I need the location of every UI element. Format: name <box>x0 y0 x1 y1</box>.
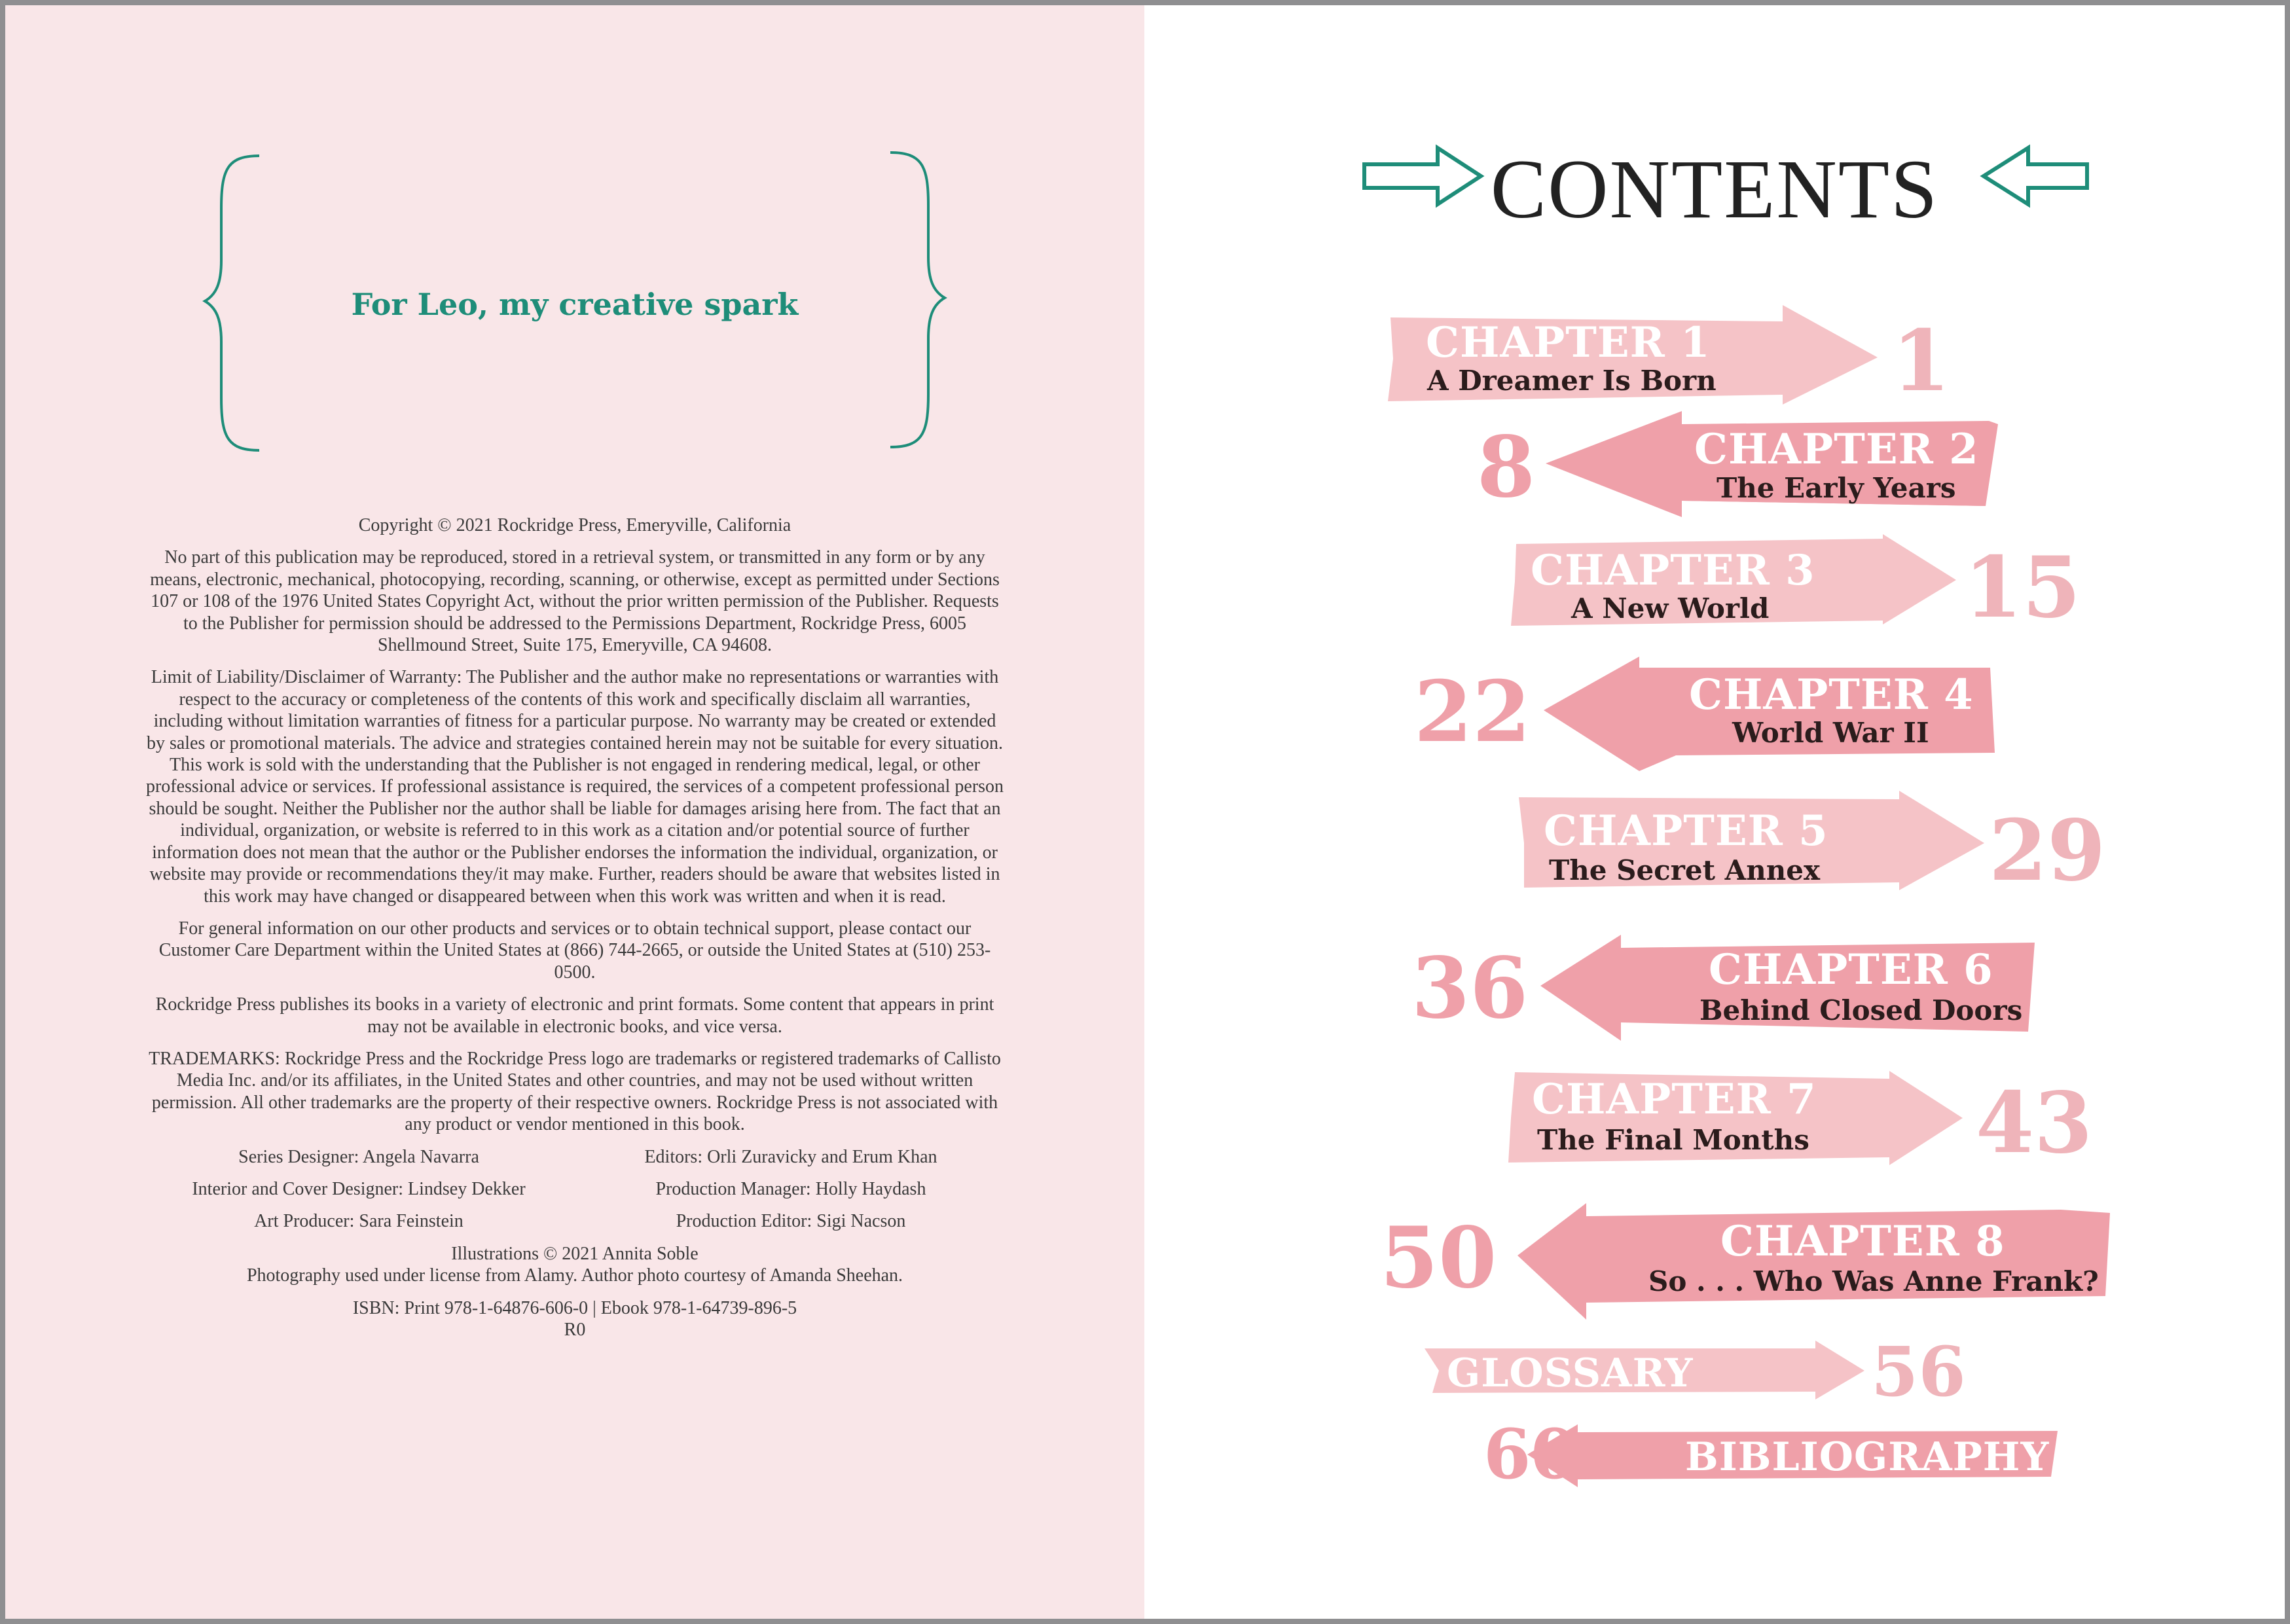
toc-entry-chapter-7[interactable] <box>1508 1071 2092 1172</box>
chapter-4-page: 22 <box>1414 663 1531 761</box>
formats-paragraph: Rockridge Press publishes its books in a variety of electronic and print formats. Some content that appears in print may not be available in electronic books, and vice versa. <box>155 994 994 1037</box>
chapter-7-label: CHAPTER 7 <box>1532 1075 1817 1124</box>
chapter-6-label: CHAPTER 6 <box>1709 945 1993 994</box>
chapter-7-title: The Final Months <box>1537 1124 1809 1156</box>
toc-entry-chapter-1[interactable] <box>1388 305 1950 410</box>
bibliography-label: BIBLIOGRAPHY <box>1685 1434 2050 1480</box>
chapter-8-title: So . . . Who Was Anne Frank? <box>1648 1265 2099 1297</box>
chapter-6-page: 36 <box>1411 939 1529 1038</box>
toc-entry-chapter-3[interactable] <box>1511 534 2081 637</box>
toc-entry-chapter-4[interactable] <box>1414 657 1995 771</box>
credits-grid <box>143 1146 1007 1233</box>
isbn: ISBN: Print 978-1-64876-606-0 | Ebook 978-1-64739-896-5 <box>352 1297 797 1318</box>
toc-entry-chapter-6[interactable] <box>1411 935 2035 1041</box>
credit-series-designer: Series Designer: Angela Navarra <box>238 1146 479 1167</box>
copyright-page <box>5 5 1144 1619</box>
toc-entry-glossary[interactable] <box>1425 1331 1966 1412</box>
credit-interior-designer: Interior and Cover Designer: Lindsey Dekker <box>192 1178 526 1199</box>
chapter-3-page: 15 <box>1964 539 2081 637</box>
credit-production-editor: Production Editor: Sigi Nacson <box>676 1211 906 1232</box>
glossary-label: GLOSSARY <box>1447 1350 1694 1396</box>
chapter-2-title: The Early Years <box>1717 472 1956 504</box>
chapter-8-label: CHAPTER 8 <box>1720 1217 2005 1266</box>
rights-paragraph: No part of this publication may be reproduced, stored in a retrieval system, or transmitted in any form or by any means, electronic, mechanical, photocopying, recording, scanning, or otherwise, except as permitted under Sections 107 or 108 of the 1976 United States Copyright Act, without the prior written permission of the Publisher. Requests to the Publisher for permission should be addressed to the Permissions Department, Rockridge Press, 6005 Shellmound Street, Suite 175, Emeryville, CA 94608. <box>150 547 1000 656</box>
chapter-2-label: CHAPTER 2 <box>1694 425 1979 474</box>
toc-entry-chapter-5[interactable] <box>1519 791 2105 900</box>
chapter-3-title: A New World <box>1571 592 1770 624</box>
illustrations-credit: Illustrations © 2021 Annita Soble <box>451 1243 699 1264</box>
credit-art-producer: Art Producer: Sara Feinstein <box>254 1211 463 1232</box>
copyright-line: Copyright © 2021 Rockridge Press, Emeryville, California <box>358 515 791 535</box>
chapter-3-label: CHAPTER 3 <box>1531 546 1815 595</box>
copyright-block <box>143 514 1007 1341</box>
chapter-1-label: CHAPTER 1 <box>1426 318 1711 367</box>
toc-entry-chapter-2[interactable] <box>1477 411 1998 517</box>
chapter-5-title: The Secret Annex <box>1549 854 1821 886</box>
toc-entry-bibliography[interactable] <box>1483 1414 2058 1494</box>
credit-editors: Editors: Orli Zuravicky and Erum Khan <box>644 1146 937 1167</box>
chapter-7-page: 43 <box>1976 1074 2093 1172</box>
chapter-1-page: 1 <box>1892 312 1951 410</box>
chapter-5-page: 29 <box>1989 802 2106 900</box>
photography-credit: Photography used under license from Alamy. Author photo courtesy of Amanda Sheehan. <box>246 1265 903 1286</box>
bibliography-page: 60 <box>1483 1414 1578 1494</box>
support-paragraph: For general information on our other products and services or to obtain technical support, please contact our Customer Care Department within the United States at (866) 744-2665, or outside the United States at (510) 253-0500. <box>158 918 991 983</box>
dedication: For Leo, my creative spark <box>351 287 799 322</box>
chapter-1-title: A Dreamer Is Born <box>1427 365 1717 397</box>
chapter-6-title: Behind Closed Doors <box>1699 994 2023 1026</box>
book-spread <box>5 5 2285 1619</box>
chapter-5-label: CHAPTER 5 <box>1544 806 1828 856</box>
liability-paragraph: Limit of Liability/Disclaimer of Warranty: The Publisher and the author make no representations or warranties with respect to the accuracy or completeness of the contents of this work and specifically disclaim all warranties, including without limitation warranties of fitness for a particular purpose. No warranty may be created or extended by sales or promotional materials. The advice and strategies contained herein may not be suitable for every situation. This work is sold with the understanding that the Publisher is not engaged in rendering medical, legal, or other professional advice or services. If professional assistance is required, the services of a competent professional person should be sought. Neither the Publisher nor the author shall be liable for damages arising here from. The fact that an individual, organization, or website is referred to in this work as a citation and/or potential source of further information does not mean that the author or the Publisher endorses the information the individual, organization, or website may provide or recommendations they/it may make. Further, readers should be aware that websites listed in this work may have changed or disappeared between when this work was written and when it is read. <box>145 667 1004 907</box>
chapter-4-title: World War II <box>1732 717 1929 749</box>
contents-title: CONTENTS <box>1490 143 1939 236</box>
chapter-4-label: CHAPTER 4 <box>1689 670 1974 719</box>
glossary-page: 56 <box>1871 1331 1966 1412</box>
chapter-8-page: 50 <box>1380 1209 1497 1307</box>
toc-entry-chapter-8[interactable] <box>1380 1203 2110 1320</box>
contents-page <box>1144 5 2285 1619</box>
chapter-2-page: 8 <box>1477 418 1536 516</box>
edition-code: R0 <box>564 1320 586 1340</box>
table-of-contents <box>1144 5 2285 1619</box>
trademarks-paragraph: TRADEMARKS: Rockridge Press and the Rockridge Press logo are trademarks or registered trademarks of Callisto Media Inc. and/or its affiliates, in the United States and other countries, and may not be used without written permission. All other trademarks are the property of their respective owners. Rockridge Press is not associated with any product or vendor mentioned in this book. <box>149 1048 1001 1135</box>
credit-production-manager: Production Manager: Holly Haydash <box>655 1178 926 1199</box>
